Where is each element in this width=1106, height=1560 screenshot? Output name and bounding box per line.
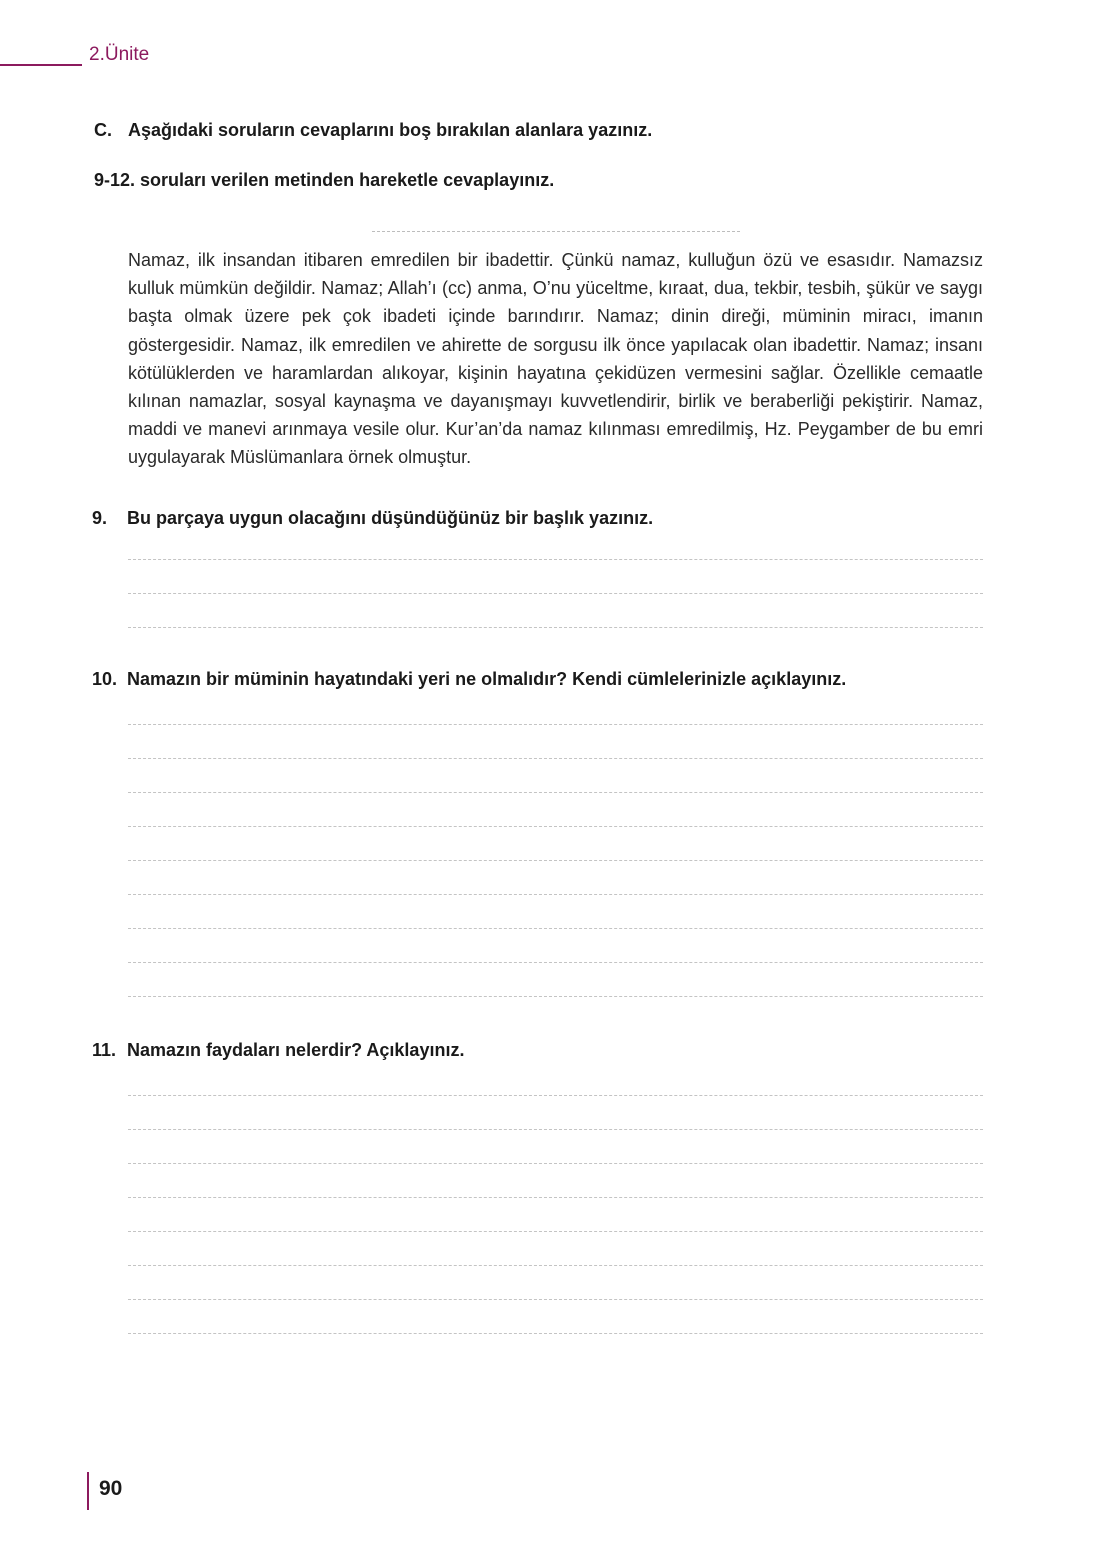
answer-line[interactable] <box>128 861 983 895</box>
page-number: 90 <box>99 1477 123 1500</box>
reading-passage: Namaz, ilk insandan itibaren emredilen bir ibadettir. Çünkü namaz, kulluğun özü ve esasıdır. Namazsız kulluk mümkün değildir. Namaz; Allah’ı (cc) anma, O’nu yüceltme, kıraat, dua, tekbir, tesbih, şükür ve saygı başta olmak üzere pek çok ibadeti içinde barındırır. Namaz; dinin direği, müminin miracı, imanın göstergesidir. Namaz, ilk emredilen ve ahirette de sorgusu ilk önce yapılacak olan ibadettir. Namaz; insanı kötülüklerden ve haramlardan alıkoyar, kişinin hayatına çekidüzen vermesini sağlar. Özellikle cemaatle kılınan namazlar, sosyal kaynaşma ve dayanışmayı kuvvetlendirir, birlik ve beraberliği pekiştirir. Namaz, maddi ve manevi arınmaya vesile olur. Kur’an’da namaz kılınması emredilmiş, Hz. Peygamber de bu emri uygulayarak Müslümanlara örnek olmuştur. <box>128 250 983 468</box>
question-text: Bu parçaya uygun olacağını düşündüğünüz bir başlık yazınız. <box>127 508 654 528</box>
answer-area-10[interactable] <box>128 691 983 997</box>
question-number: 11. <box>92 1040 117 1060</box>
question-text: Namazın faydaları nelerdir? Açıklayınız. <box>127 1040 465 1060</box>
answer-line[interactable] <box>128 963 983 997</box>
answer-line[interactable] <box>128 1096 983 1130</box>
answer-line[interactable] <box>128 1198 983 1232</box>
question-text: Namazın bir müminin hayatındaki yeri ne olmalıdır? Kendi cümlelerinizle açıklayınız. <box>127 669 847 689</box>
question-11 <box>92 1040 464 1061</box>
answer-line[interactable] <box>128 929 983 963</box>
answer-line[interactable] <box>128 1232 983 1266</box>
unit-label: 2.Ünite <box>89 44 150 65</box>
answer-line[interactable] <box>128 1062 983 1096</box>
answer-line[interactable] <box>128 1164 983 1198</box>
question-10 <box>92 669 846 690</box>
answer-line[interactable] <box>128 725 983 759</box>
answer-area-11[interactable] <box>128 1062 983 1334</box>
answer-line[interactable] <box>128 1266 983 1300</box>
section-instruction <box>94 120 652 141</box>
answer-line[interactable] <box>128 793 983 827</box>
unit-header-line <box>0 64 82 66</box>
question-number: 10. <box>92 669 118 689</box>
question-number: 9. <box>92 508 108 528</box>
answer-line[interactable] <box>128 1130 983 1164</box>
section-instruction-text: Aşağıdaki soruların cevaplarını boş bırakılan alanlara yazınız. <box>128 120 653 140</box>
answer-line[interactable] <box>128 594 983 628</box>
answer-line[interactable] <box>128 895 983 929</box>
answer-line[interactable] <box>128 560 983 594</box>
section-letter: C. <box>94 120 112 140</box>
page-number-bar <box>87 1472 89 1510</box>
range-instruction: 9-12. soruları verilen metinden hareketle cevaplayınız. <box>94 170 555 190</box>
answer-line[interactable] <box>128 1300 983 1334</box>
answer-area-9[interactable] <box>128 526 983 628</box>
answer-line[interactable] <box>128 526 983 560</box>
answer-line[interactable] <box>128 691 983 725</box>
answer-line[interactable] <box>128 827 983 861</box>
title-blank-line[interactable] <box>372 231 740 232</box>
answer-line[interactable] <box>128 759 983 793</box>
